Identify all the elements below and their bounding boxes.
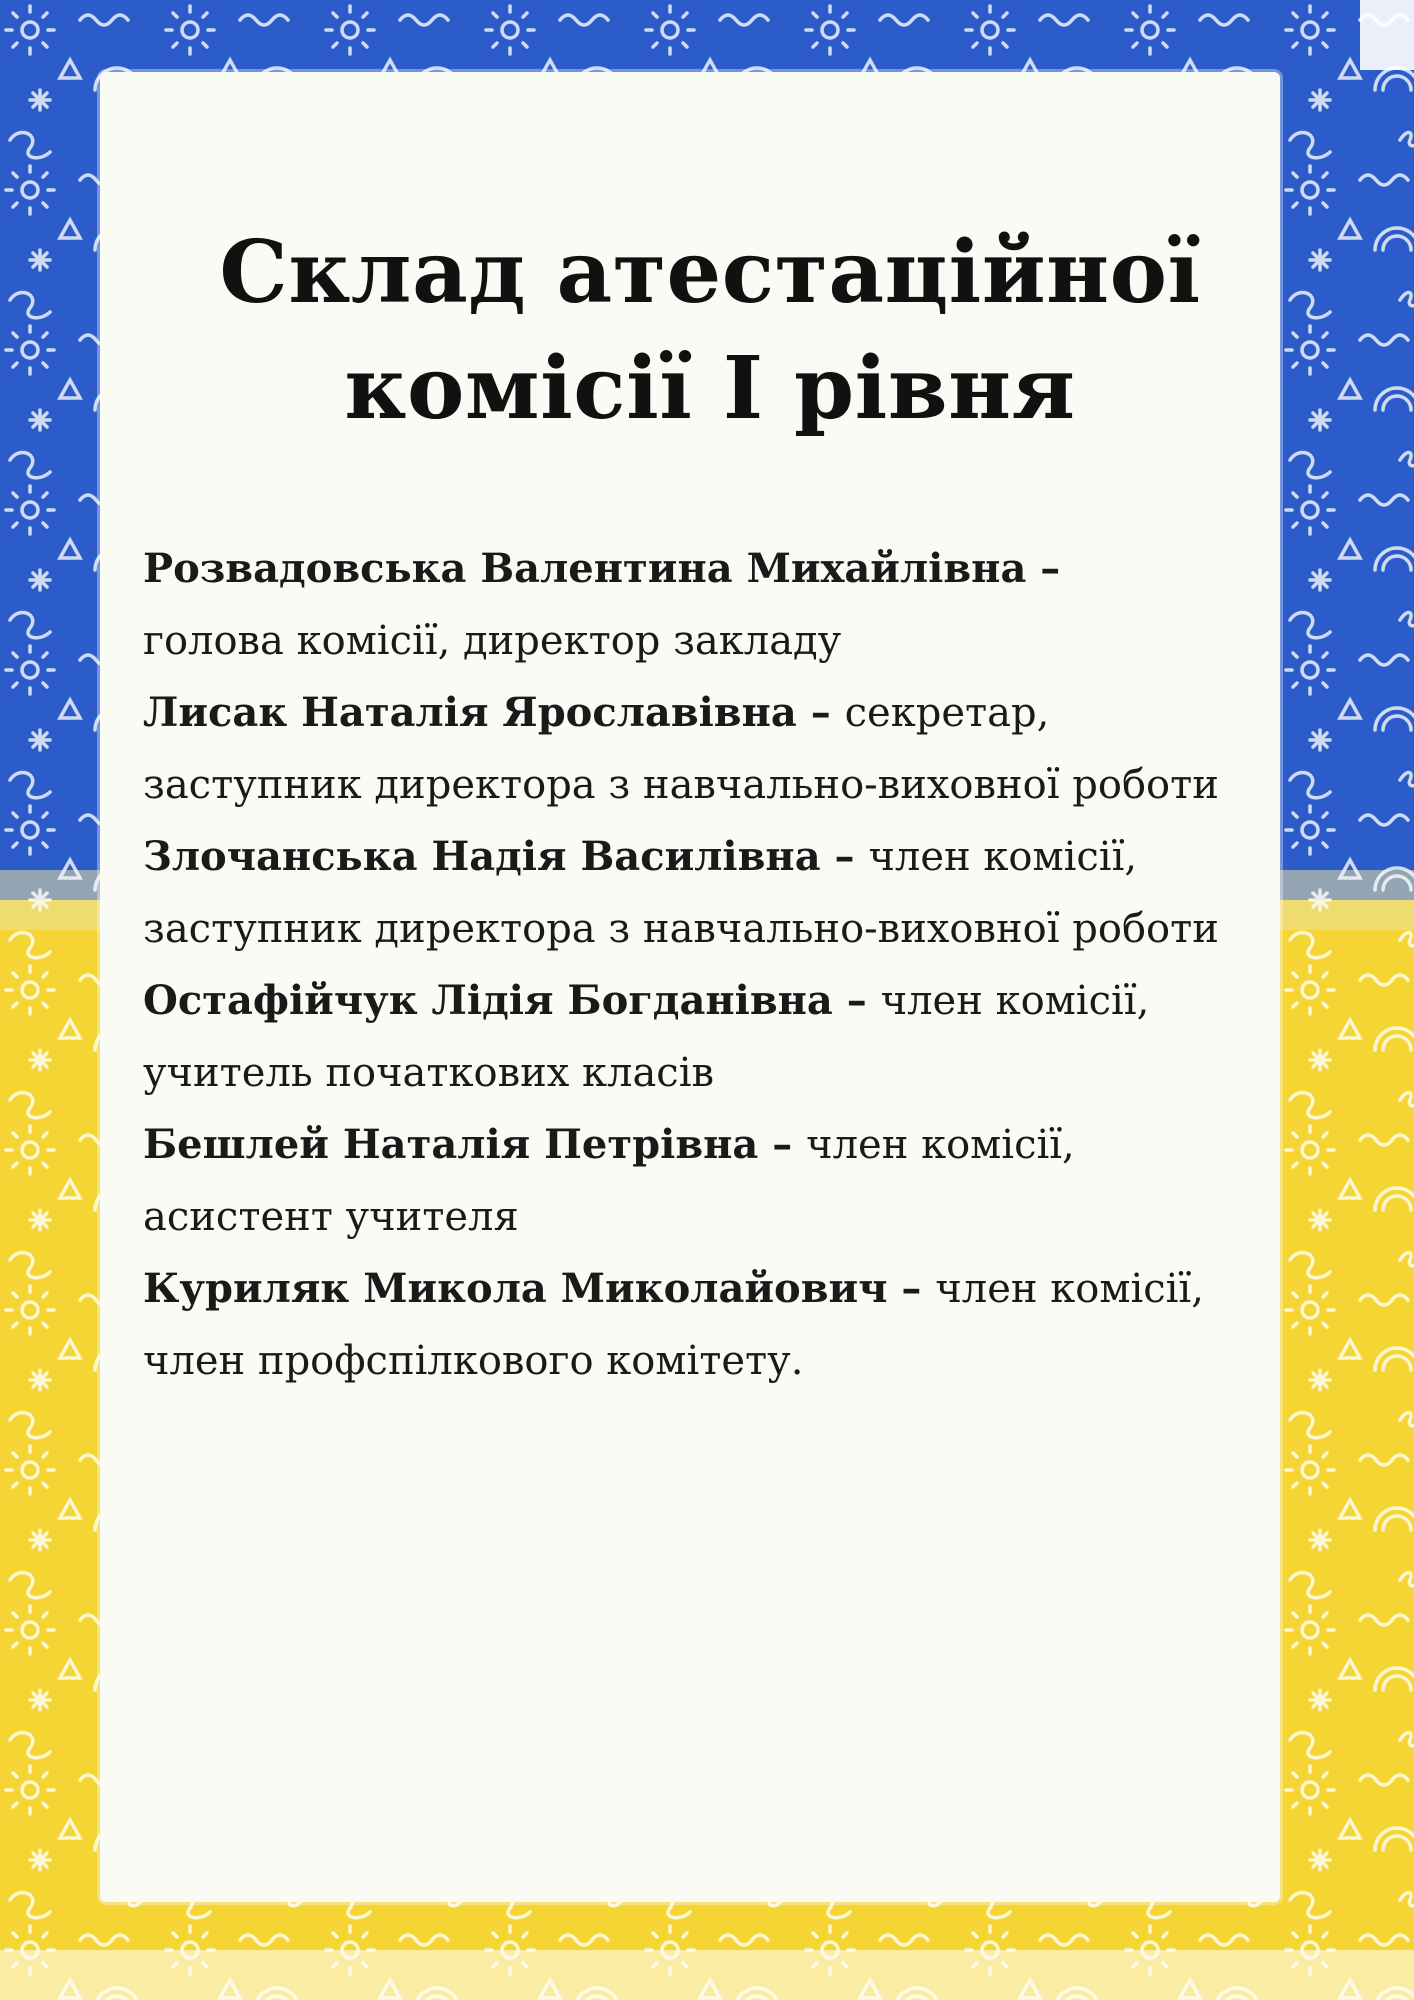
member-name: Злочанська Надія Василівна xyxy=(143,833,821,880)
member-name: Розвадовська Валентина Михайлівна xyxy=(143,545,1027,592)
member-name: Бешлей Наталія Петрівна xyxy=(143,1121,759,1168)
member-dash: – xyxy=(796,689,845,736)
member-role: член комісії, асистент учителя xyxy=(143,1122,1075,1240)
member-entry xyxy=(143,1109,1273,1253)
member-list xyxy=(143,533,1273,1397)
member-role: член комісії, заступник директора з навчально-виховної роботи xyxy=(143,834,1219,952)
member-name: Остафійчук Лідія Богданівна xyxy=(143,977,833,1024)
title-line-1: Склад атестаційної xyxy=(219,222,1201,323)
member-entry xyxy=(143,821,1273,965)
member-entry xyxy=(143,533,1273,677)
member-role: голова комісії, директор закладу xyxy=(143,617,842,664)
member-entry xyxy=(143,677,1273,821)
member-name: Лисак Наталія Ярославівна xyxy=(143,689,797,736)
member-role: секретар, заступник директора з навчально-виховної роботи xyxy=(143,690,1219,808)
member-role: член комісії, учитель початкових класів xyxy=(143,978,1150,1096)
member-dash: – xyxy=(887,1265,936,1312)
member-dash: – xyxy=(758,1121,807,1168)
member-dash: – xyxy=(1026,545,1061,592)
title-line-2: комісії І рівня xyxy=(344,338,1076,439)
member-entry xyxy=(143,965,1273,1109)
member-dash: – xyxy=(820,833,869,880)
member-entry xyxy=(143,1253,1273,1397)
member-name: Куриляк Микола Миколайович xyxy=(143,1265,888,1312)
member-dash: – xyxy=(832,977,881,1024)
document-title xyxy=(100,215,1320,447)
member-role: член комісії, член профспілкового комітету. xyxy=(143,1266,1204,1384)
